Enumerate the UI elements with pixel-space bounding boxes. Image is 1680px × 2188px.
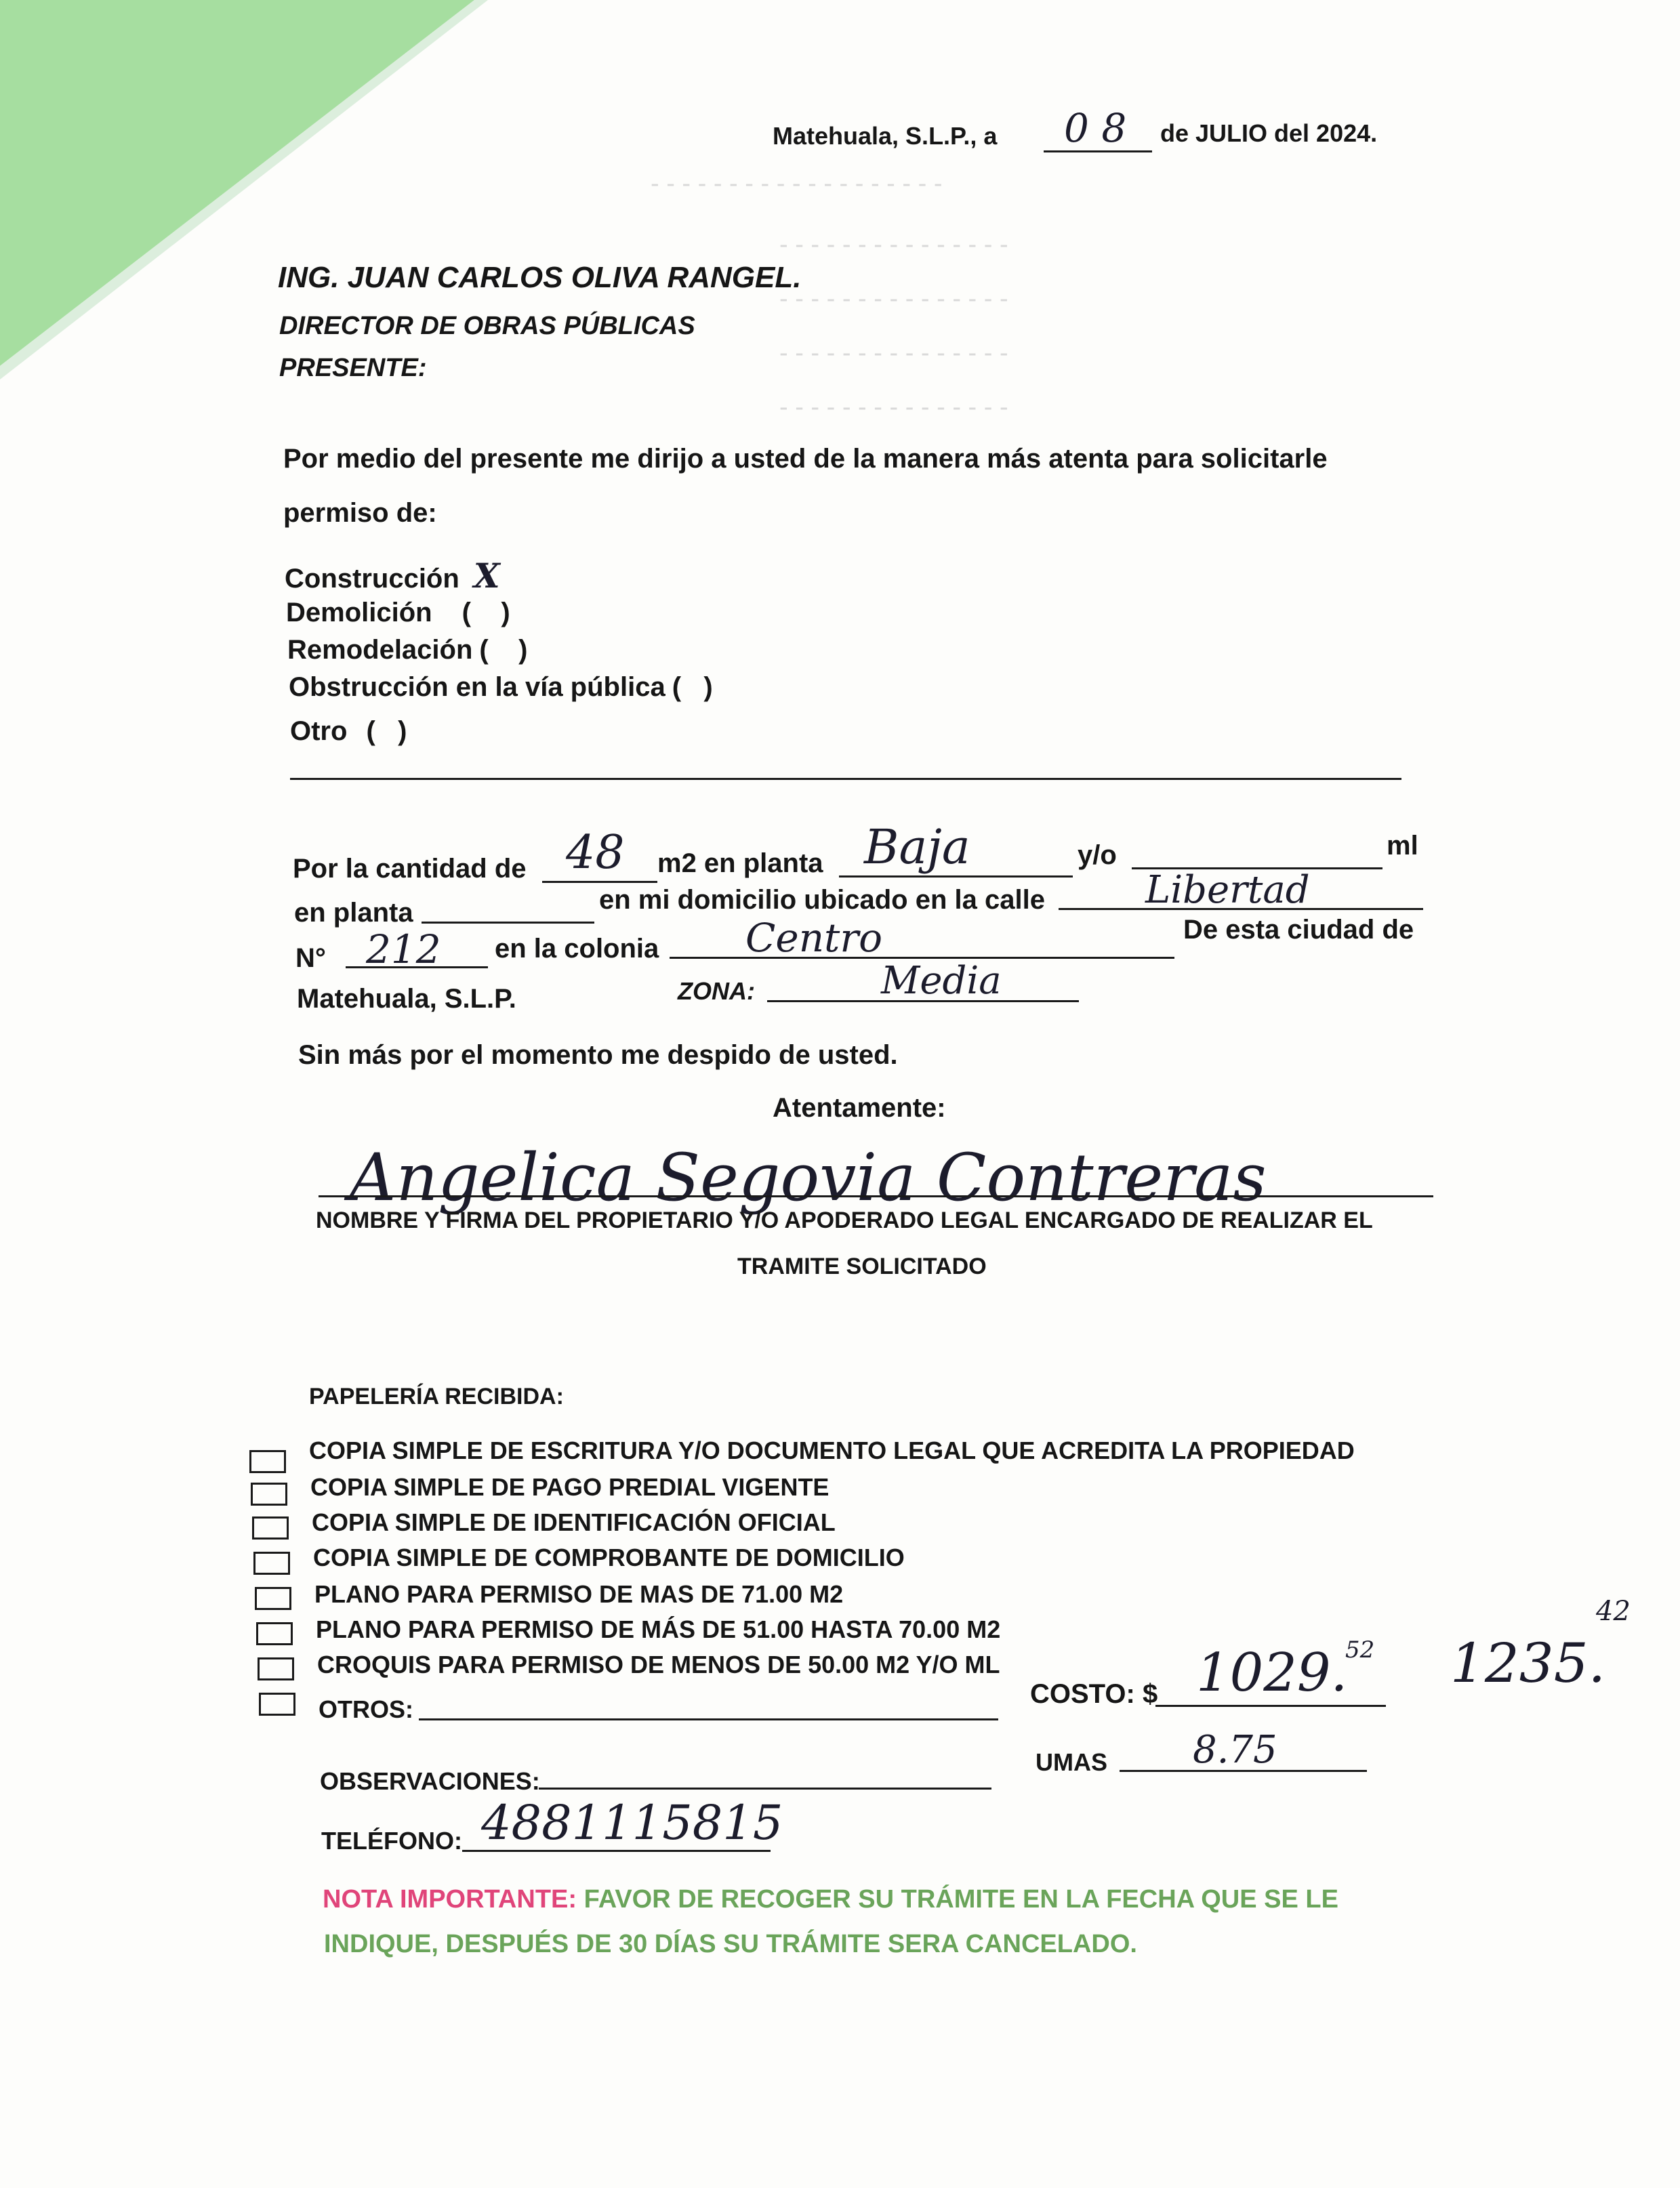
extra-amount: 1235. [1450, 1632, 1606, 1695]
umas-label: UMAS [1036, 1748, 1107, 1776]
recipient-position: DIRECTOR DE OBRAS PÚBLICAS [279, 312, 695, 340]
number-value: 212 [366, 926, 441, 972]
item-domicilio: COPIA SIMPLE DE COMPROBANTE DE DOMICILIO [313, 1544, 905, 1571]
body-line-1: Por medio del presente me dirijo a usted de la manera más atenta para solicitarle [283, 444, 1328, 474]
note-label: NOTA IMPORTANTE: [323, 1885, 577, 1914]
option-mark: X [473, 556, 500, 596]
item-otros: OTROS: [319, 1695, 413, 1723]
signature-caption-1: NOMBRE Y FIRMA DEL PROPIETARIO Y/O APODERADO LEGAL ENCARGADO DE REALIZAR EL [316, 1207, 1373, 1233]
signature-caption-2: TRAMITE SOLICITADO [737, 1254, 987, 1279]
recipient-name: ING. JUAN CARLOS OLIVA RANGEL. [278, 261, 802, 294]
qty-value: 48 [566, 826, 625, 880]
costo-cents: 52 [1345, 1636, 1375, 1664]
costo-label: COSTO: $ [1030, 1679, 1158, 1709]
option-remodelacion: Remodelación ( ) [287, 635, 528, 665]
recipient-greeting: PRESENTE: [279, 354, 427, 382]
note-text-2: INDIQUE, DESPUÉS DE 30 DÍAS SU TRÁMITE SERA CANCELADO. [324, 1930, 1137, 1958]
city-label: De esta ciudad de [1183, 915, 1414, 945]
place-date-prefix: Matehuala, S.L.P., a [773, 122, 998, 150]
observaciones-label: OBSERVACIONES: [320, 1767, 540, 1795]
zona-value: Media [881, 959, 1002, 1003]
option-otro: Otro ( ) [290, 716, 407, 746]
street-label: en mi domicilio ubicado en la calle [599, 885, 1045, 915]
costo-value: 1029. [1196, 1643, 1348, 1704]
colonia-value: Centro [745, 915, 883, 961]
item-predial: COPIA SIMPLE DE PAGO PREDIAL VIGENTE [310, 1473, 829, 1501]
option-obstruccion: Obstrucción en la vía pública ( ) [289, 672, 713, 702]
ml-label: ml [1387, 831, 1418, 861]
checkbox-plano-51[interactable] [256, 1622, 293, 1645]
item-croquis: CROQUIS PARA PERMISO DE MENOS DE 50.00 M2 Y/O ML [317, 1651, 1000, 1678]
body-line-2: permiso de: [283, 498, 437, 528]
umas-value: 8.75 [1193, 1728, 1277, 1772]
checkbox-domicilio[interactable] [253, 1552, 290, 1575]
en-planta-label: en planta [294, 898, 413, 928]
farewell-text: Sin más por el momento me despido de usted. [298, 1040, 898, 1070]
note-text-1: FAVOR DE RECOGER SU TRÁMITE EN LA FECHA QUE SE LE [583, 1885, 1338, 1914]
regards-text: Atentamente: [773, 1093, 946, 1123]
checkbox-identificacion[interactable] [252, 1516, 289, 1540]
option-demolicion: Demolición ( ) [286, 598, 510, 627]
telefono-value: 4881115815 [481, 1795, 783, 1851]
checkbox-predial[interactable] [251, 1483, 287, 1506]
signature: Angelica Segovia Contreras [349, 1140, 1267, 1216]
m2-label: m2 en planta [657, 848, 823, 878]
checkbox-plano-71[interactable] [255, 1587, 291, 1610]
floor-value: Baja [864, 819, 970, 875]
papeleria-title: PAPELERÍA RECIBIDA: [309, 1384, 564, 1409]
checkbox-croquis[interactable] [258, 1657, 294, 1680]
date-suffix: de JULIO del 2024. [1160, 119, 1378, 147]
extra-cents: 42 [1596, 1596, 1631, 1627]
city-value: Matehuala, S.L.P. [297, 984, 516, 1014]
colonia-label: en la colonia [495, 934, 659, 964]
item-plano-71: PLANO PARA PERMISO DE MAS DE 71.00 M2 [314, 1580, 844, 1608]
qty-label: Por la cantidad de [293, 854, 527, 884]
checkbox-escritura[interactable] [249, 1450, 286, 1473]
date-day: 0 8 [1064, 105, 1127, 151]
item-identificacion: COPIA SIMPLE DE IDENTIFICACIÓN OFICIAL [312, 1508, 836, 1536]
zona-label: ZONA: [678, 977, 755, 1005]
item-plano-51: PLANO PARA PERMISO DE MÁS DE 51.00 HASTA 70.00 M2 [316, 1615, 1001, 1643]
important-note [323, 1885, 1338, 1914]
checkbox-otros[interactable] [259, 1693, 295, 1716]
option-construccion: Construcción X [285, 556, 500, 596]
telefono-label: TELÉFONO: [321, 1827, 462, 1855]
yo-label: y/o [1078, 840, 1117, 870]
street-value: Libertad [1145, 868, 1310, 912]
item-escritura: COPIA SIMPLE DE ESCRITURA Y/O DOCUMENTO LEGAL QUE ACREDITA LA PROPIEDAD [309, 1437, 1355, 1464]
number-label: N° [295, 943, 326, 973]
